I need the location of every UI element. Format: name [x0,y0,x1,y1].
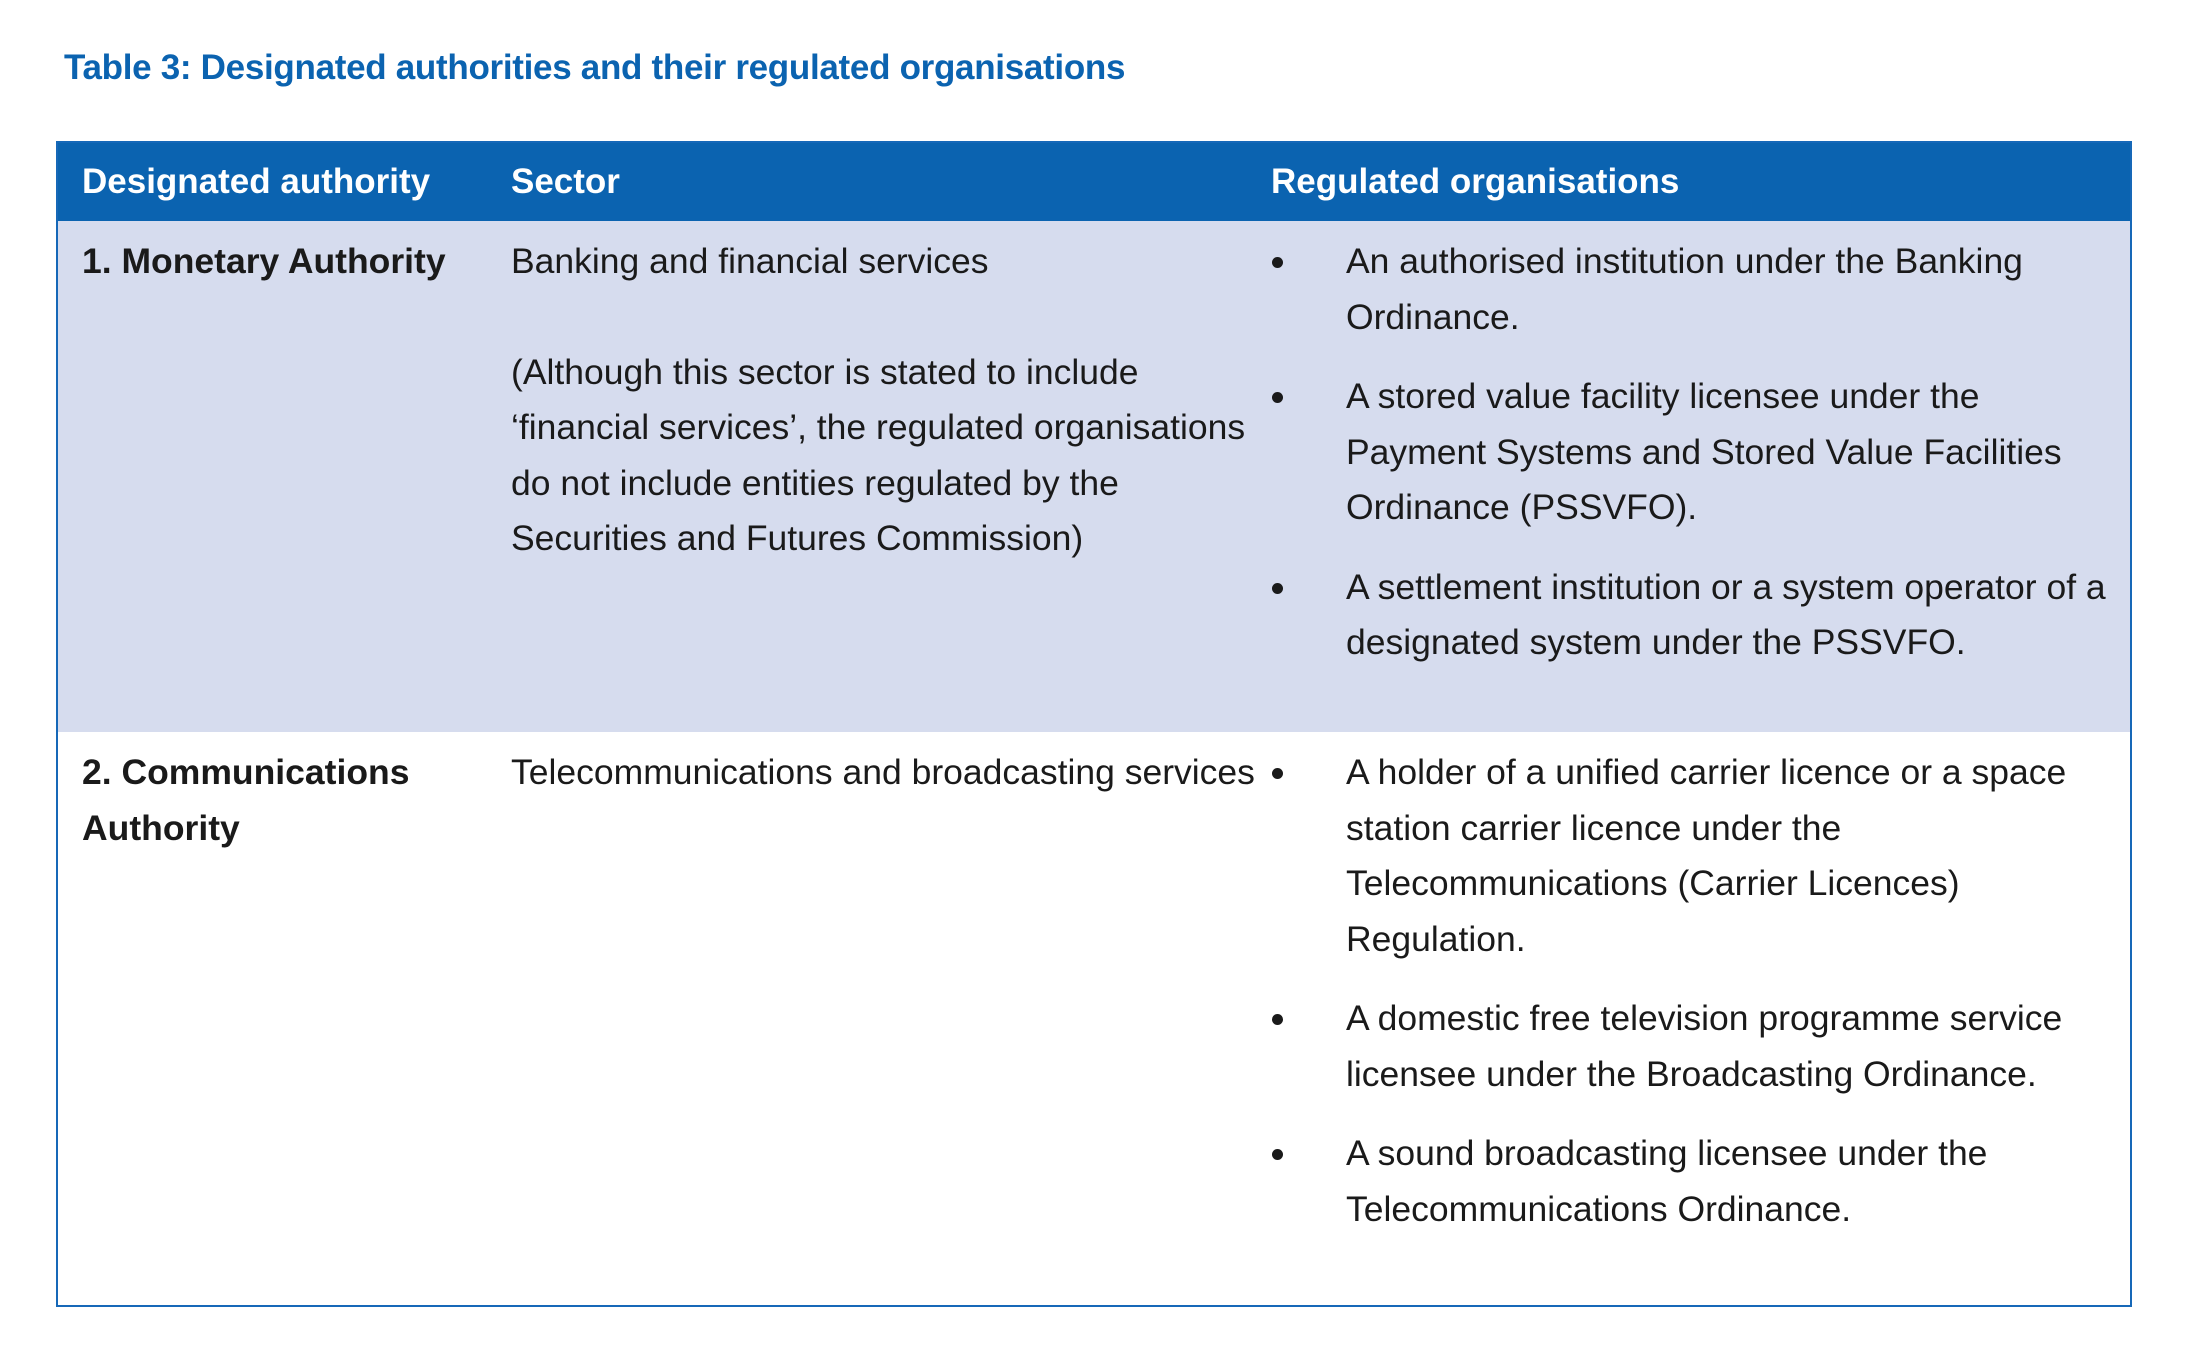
organisation-text: A settlement institution or a system operator of a designated system under the PSSVFO. [1346,566,2106,662]
bullet-icon [1272,1149,1283,1160]
bullet-icon [1272,1014,1283,1025]
organisations-cell [1271,221,2130,732]
bullet-icon [1272,257,1283,268]
table-row [58,732,2130,1305]
sector-cell [511,732,1271,1305]
bullet-icon [1272,768,1283,779]
organisations-list [1271,234,2110,671]
sector-cell [511,221,1271,732]
table-caption: Table 3: Designated authorities and their regulated organisations [64,48,1126,87]
organisations-cell [1271,732,2130,1305]
organisation-text: An authorised institution under the Banking Ordinance. [1346,241,2023,337]
organisations-list [1271,745,2110,1237]
organisation-text: A stored value facility licensee under the Payment Systems and Stored Value Facilities Ordinance (PSSVFO). [1346,376,2062,527]
sector-name: Banking and financial services [511,241,989,281]
authority-cell [58,732,511,1305]
list-item [1271,369,2110,536]
authority-name: 1. Monetary Authority [82,241,446,281]
authority-name: 2. Communications Authority [82,752,410,848]
sector-name: Telecommunications and broadcasting services [511,752,1255,792]
list-item [1271,745,2110,967]
sector-note: (Although this sector is stated to include ‘financial services’, the regulated organisations do not include entities regulated by the Securities and Futures Commission) [511,351,1246,558]
table-row [58,221,2130,732]
header-regulated-organisations: Regulated organisations [1271,162,1680,201]
bullet-icon [1272,392,1283,403]
list-item [1271,234,2110,345]
table-header-row [58,143,2130,221]
header-sector: Sector [511,162,620,201]
authorities-table [56,141,2132,1307]
list-item [1271,1126,2110,1237]
organisation-text: A domestic free television programme service licensee under the Broadcasting Ordinance. [1346,998,2063,1094]
list-item [1271,560,2110,671]
organisation-text: A holder of a unified carrier licence or a space station carrier licence under the Telecommunications (Carrier Licences) Regulation. [1346,752,2067,959]
authority-cell [58,221,511,732]
bullet-icon [1272,583,1283,594]
organisation-text: A sound broadcasting licensee under the Telecommunications Ordinance. [1346,1133,1988,1229]
list-item [1271,991,2110,1102]
header-designated-authority: Designated authority [82,162,431,201]
